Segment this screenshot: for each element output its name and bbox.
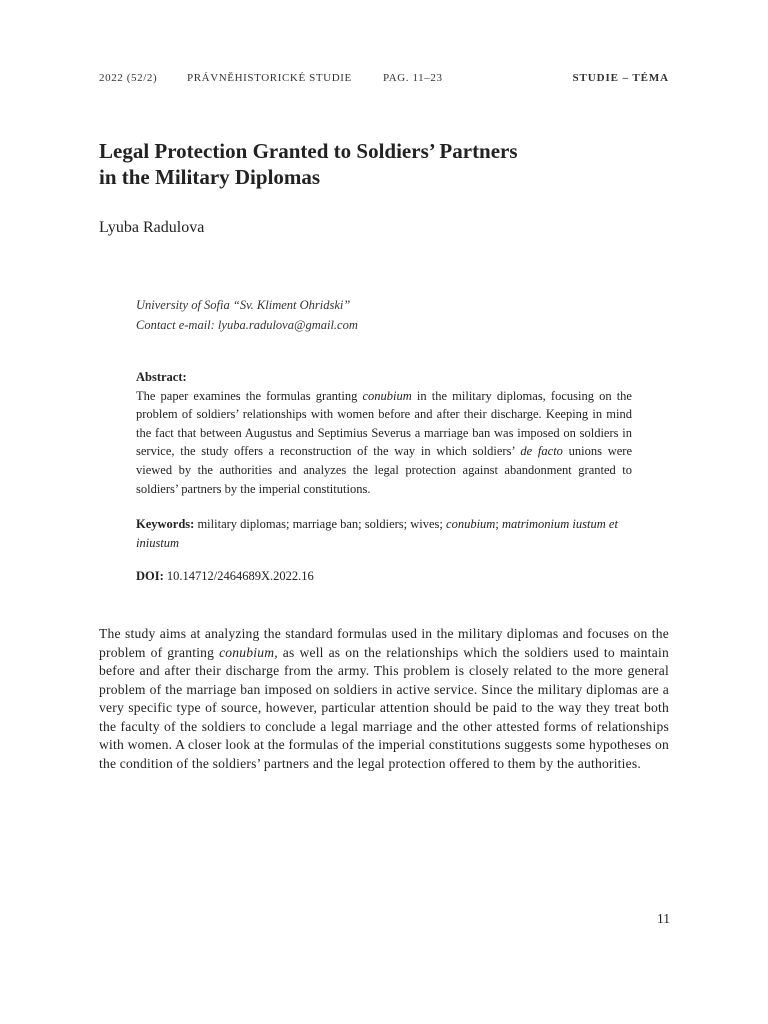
abstract-text-1: The paper examines the formulas granting bbox=[136, 388, 363, 403]
doi bbox=[136, 569, 314, 584]
abstract bbox=[136, 368, 632, 498]
body-term-conubium: conubium, bbox=[219, 644, 278, 660]
page-range: PAG. 11–23 bbox=[383, 72, 443, 84]
author-name: Lyuba Radulova bbox=[99, 219, 205, 236]
abstract-heading: Abstract: bbox=[136, 370, 187, 384]
keyword-conubium: conubium bbox=[446, 517, 496, 531]
body-text-1: The study aims at analyzing the standard formulas used in the military diplomas and focuses on the problem of granting bbox=[99, 626, 669, 660]
author-affiliation-block bbox=[136, 295, 656, 335]
abstract-text-3: unions were viewed by the authorities and analyzes the legal protection against abandonment granted to soldiers’ partners by the imperial constitutions. bbox=[136, 444, 632, 496]
doi-value: 10.14712/2464689X.2022.16 bbox=[163, 569, 314, 583]
title-line-2: in the Military Diplomas bbox=[99, 165, 321, 189]
abstract-term-de-facto: de facto bbox=[520, 444, 563, 459]
journal-name: PRÁVNĚHISTORICKÉ STUDIE bbox=[187, 72, 352, 84]
article-title bbox=[99, 138, 659, 190]
page-number: 11 bbox=[657, 911, 670, 926]
keywords-text: military diplomas; marriage ban; soldiers; wives; bbox=[194, 517, 447, 531]
body-paragraph bbox=[99, 625, 669, 773]
doi-label: DOI: bbox=[136, 569, 164, 583]
keywords bbox=[136, 515, 632, 552]
body-text-2: as well as on the relationships which the soldiers used to maintain before and after their discharge from the army. This problem is closely related to the more general problem of the marriage ban imposed on soldiers in active service. Since the military diplomas are a very specific type of source, however, particular attention should be paid to the way they treat both the faculty of the soldiers to conclude a legal marriage and the other attested forms of relationships with women. A closer look at the formulas of the imperial constitutions suggests some hypotheses on the condition of the soldiers’ partners and the legal protection offered to them by the authorities. bbox=[99, 644, 669, 771]
contact-email: Contact e-mail: lyuba.radulova@gmail.com bbox=[136, 318, 358, 332]
keywords-separator: ; bbox=[495, 517, 502, 531]
title-line-1: Legal Protection Granted to Soldiers’ Partners bbox=[99, 139, 518, 163]
abstract-text-2: in the military diplomas, focusing on the problem of soldiers’ relationships with women before and after their discharge. Keeping in mind the fact that between Augustus and Septimius Severus a marriage ban was imposed on soldiers in service, the study offers a reconstruction of the way in which soldiers’ bbox=[136, 388, 632, 459]
keywords-label: Keywords: bbox=[136, 517, 195, 531]
keyword-matrimonium: matrimonium iustum et iniustum bbox=[136, 517, 618, 550]
affiliation: University of Sofia “Sv. Kliment Ohridski” bbox=[136, 298, 351, 312]
abstract-term-conubium: conubium bbox=[362, 388, 412, 403]
running-header bbox=[99, 72, 669, 88]
section-label: STUDIE – TÉMA bbox=[572, 72, 669, 84]
journal-issue: 2022 (52/2) bbox=[99, 72, 158, 84]
